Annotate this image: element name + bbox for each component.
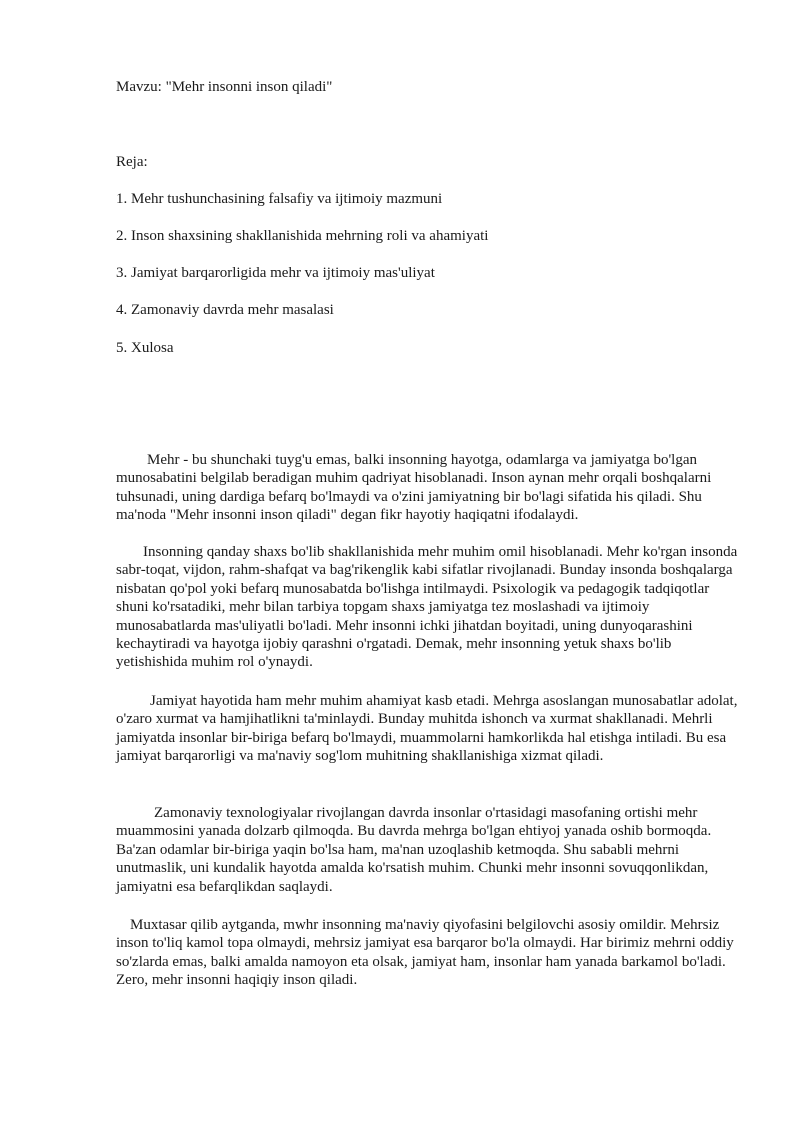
plan-item-4: 4. Zamonaviy davrda mehr masalasi bbox=[116, 302, 334, 318]
plan-item-5: 5. Xulosa bbox=[116, 340, 174, 356]
paragraph-personality: Insonning qanday shaxs bo'lib shakllanishida mehr muhim omil hisoblanadi. Mehr ko'rgan insonda sabr-toqat, vijdon, rahm-shafqat va bag'rikenglik kabi sifatlar rivojlanadi. Bunday insonda boshqalarga nisbatan qo'pol yoki befarq munosabatda bo'lishga intilmaydi. Psixologik va pedagogik tadqiqotlar shuni ko'rsatadiki, mehr bilan tarbiya topgam shaxs jamiyatga tez moslashadi va ijtimoiy munosabatlarda mas'uliyatli bo'ladi. Mehr insonni ichki jihatdan boyitadi, uning dunyoqarashini kechaytiradi va hayotga ijobiy qarashni o'rgatadi. Demak, mehr insonning yetuk shaxs bo'lib yetishishida muhim rol o'ynaydi. bbox=[116, 544, 738, 671]
paragraph-introduction: Mehr - bu shunchaki tuyg'u emas, balki insonning hayotga, odamlarga va jamiyatga bo'lgan munosabatini belgilab beradigan muhim qadriyat hisoblanadi. Inson aynan mehr orqali boshqalarni tuhsunadi, uning dardiga befarq bo'lmaydi va o'zini jamiyatning bir bo'lagi sifatida his qiladi. Shu ma'noda "Mehr insonni inson qiladi" degan fikr hayotiy haqiqatni ifodalaydi. bbox=[116, 452, 712, 524]
topic-title: Mavzu: "Mehr insonni inson qiladi" bbox=[116, 79, 333, 95]
plan-item-1: 1. Mehr tushunchasining falsafiy va ijtimoiy mazmuni bbox=[116, 191, 443, 207]
paragraph-society: Jamiyat hayotida ham mehr muhim ahamiyat kasb etadi. Mehrga asoslangan munosabatlar adolat, o'zaro xurmat va hamjihatlikni ta'minlaydi. Bunday muhitda ishonch va xurmat shakllanadi. Mehrli jamiyatda insonlar bir-biriga befarq bo'lmaydi, muammolarni hamkorlikda hal etishga intiladi. Bu esa jamiyat barqarorligi va ma'naviy sog'lom muhitning shakllanishiga xizmat qiladi. bbox=[116, 693, 738, 765]
paragraph-conclusion: Muxtasar qilib aytganda, mwhr insonning ma'naviy qiyofasini belgilovchi asosiy omildir. Mehrsiz inson to'liq kamol topa olmaydi, mehrsiz jamiyat esa barqaror bo'la olmaydi. Har birimiz mehrni oddiy so'zlarda emas, balki amalda namoyon eta olsak, jamiyat ham, insonlar ham yanada barkamol bo'ladi. Zero, mehr insonni haqiqiy inson qiladi. bbox=[116, 917, 734, 989]
plan-item-3: 3. Jamiyat barqarorligida mehr va ijtimoiy mas'uliyat bbox=[116, 265, 435, 281]
plan-item-2: 2. Inson shaxsining shakllanishida mehrning roli va ahamiyati bbox=[116, 228, 489, 244]
plan-heading: Reja: bbox=[116, 154, 148, 170]
paragraph-modern-era: Zamonaviy texnologiyalar rivojlangan davrda insonlar o'rtasidagi masofaning ortishi mehr muammosini yanada dolzarb qilmoqda. Bu davrda mehrga bo'lgan ehtiyoj yanada oshib bormoqda. Ba'zan odamlar bir-biriga yaqin bo'lsa ham, ma'nan uzoqlashib ketmoqda. Shu sababli mehrni unutmaslik, uni kundalik hayotda amalda ko'rsatish muhim. Chunki mehr insonni sovuqqonlikdan, jamiyatni esa befarqlikdan saqlaydi. bbox=[116, 805, 712, 895]
